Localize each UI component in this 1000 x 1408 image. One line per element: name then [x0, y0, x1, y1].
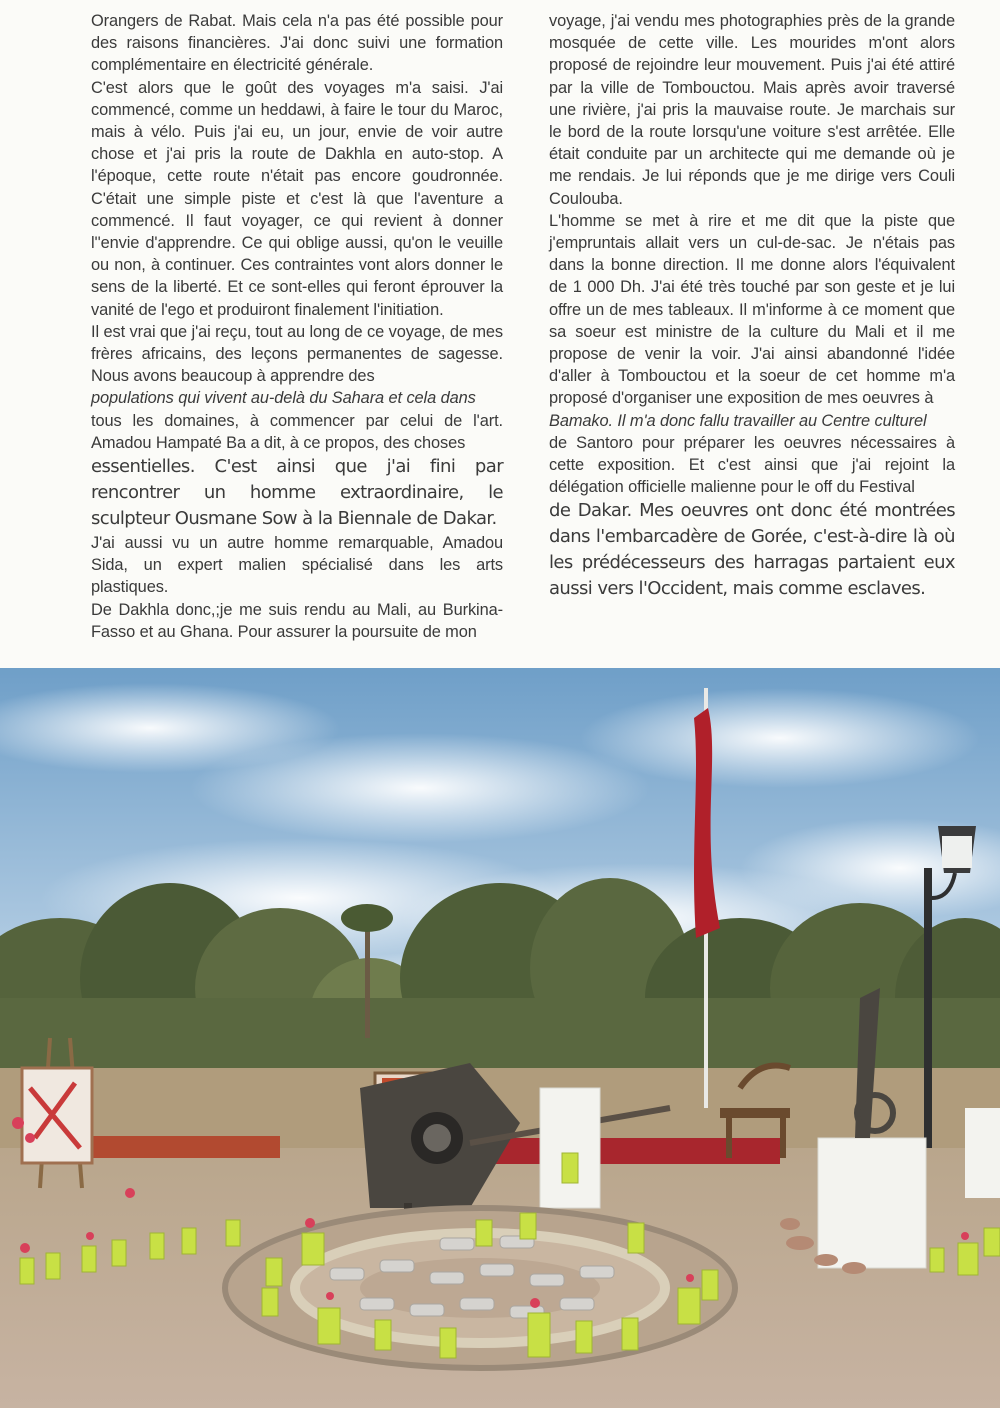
photo-illustration: [0, 668, 1000, 1408]
paragraph: Il est vrai que j'ai reçu, tout au long de ce voyage, de mes frères africains, des leçons permanentes de sagesse. Nous avons beaucoup à apprendre des: [91, 322, 503, 386]
pedestal: [540, 1088, 600, 1208]
paragraph-italic-line: Bamako. Il m'a donc fallu travailler au Centre culturel: [549, 411, 927, 430]
article-column-right: [549, 10, 955, 602]
paragraph: C'est alors que le goût des voyages m'a saisi. J'ai commencé, comme un heddawi, à faire le tour du Maroc, mais à vélo. Puis j'ai eu, un jour, envie de voir autre chose et j'ai pris la route de Dakhla en auto-stop. A l'époque, cette route n'était pas encore goudronnée. C'était une simple piste et c'est là que l'aventure a commencé. Il faut voyager, ce qui revient à donner l''envie d'apprendre. Ce qui oblige aussi, qu'on le veuille ou non, à continuer. Ces contraintes vont alors donner le sens de la liberté. Et ce sont-elles qui feront éprouver la vanité de l'ego et produiront finalement l'initiation.: [91, 78, 503, 319]
paragraph-distorted-scan: de Dakar. Mes oeuvres ont donc été montrées dans l'embarcadère de Gorée, c'est-à-dire là où les prédécesseurs des harragas partaient eux aussi vers l'Occident, mais comme esclaves.: [549, 500, 955, 600]
paragraph: Orangers de Rabat. Mais cela n'a pas été possible pour des raisons financières. J'ai donc suivi une formation complémentaire en électricité générale.: [91, 12, 503, 75]
paragraph-italic-line: populations qui vivent au-delà du Sahara et cela dans: [91, 389, 476, 408]
article-column-left: [91, 10, 503, 643]
paragraph: J'ai aussi vu un autre homme remarquable, Amadou Sida, un expert malien spécialisé dans les arts plastiques.: [91, 534, 503, 597]
paragraph: De Dakhla donc,;je me suis rendu au Mali, au Burkina-Fasso et au Ghana. Pour assurer la poursuite de mon: [91, 600, 503, 641]
paragraph: voyage, j'ai vendu mes photographies près de la grande mosquée de cette ville. Les mourides m'ont alors proposé de rejoindre leur mouvement. Puis j'ai été attiré par la ville de Tombouctou. Mais après avoir traversé une rivière, j'ai pris la mauvaise route. Je marchais sur le bord de la route lorsqu'une voiture s'est arrêtée. Elle était conduite par un architecte qui me demande où je me rendais. Je lui réponds que je me dirige vers Couli Coulouba.: [549, 12, 955, 208]
paragraph: de Santoro pour préparer les oeuvres nécessaires à cette exposition. Et c'est ainsi que j'ai rejoint la délégation officielle malienne pour le off du Festival: [549, 433, 955, 497]
olive-trees: [0, 878, 1000, 1078]
pedestal: [965, 1108, 1000, 1198]
paragraph: tous les domaines, à commencer par celui de l'art. Amadou Hampaté Ba a dit, à ce propos, des choses: [91, 411, 503, 452]
sculpture-garden-photo: [0, 668, 1000, 1408]
paragraph: L'homme se met à rire et me dit que la piste que j'empruntais allait vers un cul-de-sac. Je n'étais pas dans la bonne direction. Il me donne alors l'équivalent de 1 000 Dh. J'ai été très touché par son geste et je lui offre un de mes tableaux. Il m'informe à ce moment que sa soeur est ministre de la culture du Mali et il me propose de venir la voir. J'ai ainsi abandonné l'idée d'aller à Tombouctou et la soeur de cet homme m'a proposé d'organiser une exposition de mes oeuvres à: [549, 211, 955, 408]
paragraph-distorted-scan: essentielles. C'est ainsi que j'ai fini par rencontrer un homme extraordinaire, le sculpteur Ousmane Sow à la Biennale de Dakar.: [91, 456, 503, 530]
rug: [470, 1138, 780, 1164]
